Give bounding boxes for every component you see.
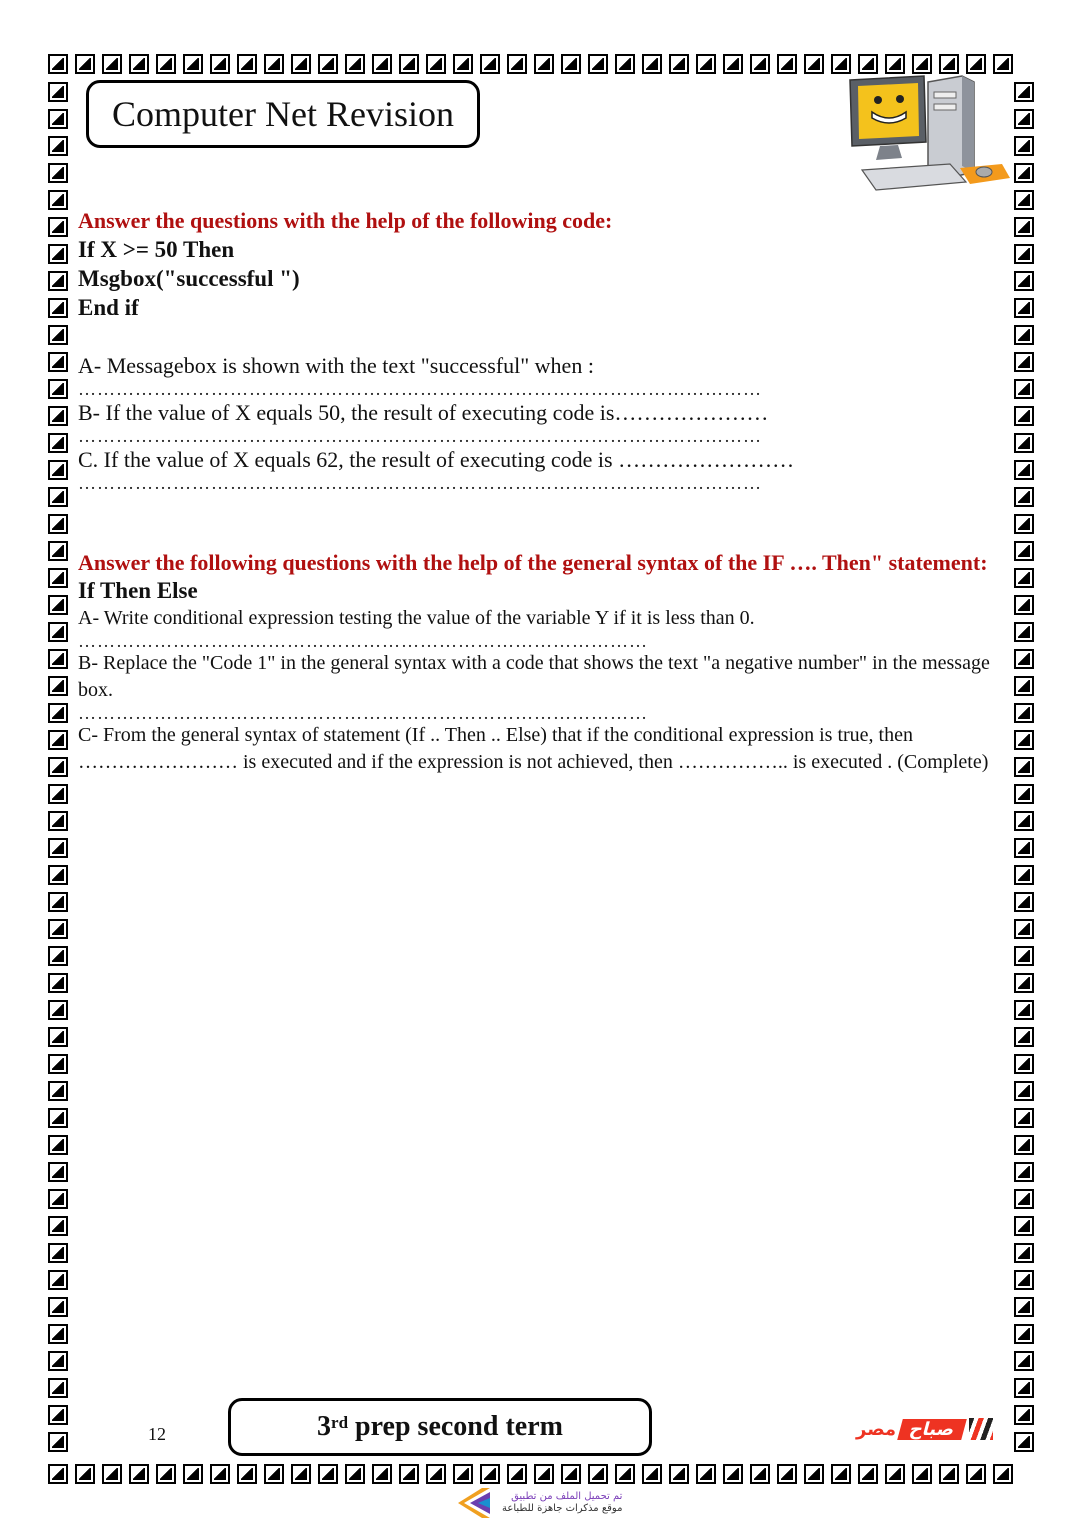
section2-heading: Answer the following questions with the help of the general syntax of the IF …. Then" statement:: [78, 550, 988, 575]
border-square-icon: [48, 1405, 68, 1425]
border-square-icon: [1014, 1135, 1034, 1155]
border-square-icon: [102, 1464, 122, 1484]
border-square-icon: [399, 54, 419, 74]
border-left: [48, 82, 68, 1452]
border-square-icon: [48, 1000, 68, 1020]
border-square-icon: [48, 190, 68, 210]
worksheet-content: [78, 206, 998, 776]
border-square-icon: [723, 54, 743, 74]
border-square-icon: [1014, 379, 1034, 399]
border-square-icon: [237, 54, 257, 74]
border-square-icon: [1014, 1270, 1034, 1290]
border-square-icon: [48, 217, 68, 237]
border-square-icon: [48, 379, 68, 399]
border-square-icon: [48, 676, 68, 696]
border-square-icon: [1014, 595, 1034, 615]
logo-stripes-icon: [969, 1418, 993, 1440]
border-square-icon: [102, 54, 122, 74]
question-1a: A- Messagebox is shown with the text "successful" when :: [78, 353, 594, 378]
border-square-icon: [237, 1464, 257, 1484]
border-square-icon: [48, 1054, 68, 1074]
border-square-icon: [912, 1464, 932, 1484]
border-square-icon: [264, 54, 284, 74]
border-square-icon: [1014, 433, 1034, 453]
border-square-icon: [1014, 838, 1034, 858]
border-square-icon: [615, 1464, 635, 1484]
border-square-icon: [1014, 784, 1034, 804]
term-text: prep second term: [348, 1411, 563, 1442]
border-square-icon: [885, 1464, 905, 1484]
border-square-icon: [48, 649, 68, 669]
border-square-icon: [291, 1464, 311, 1484]
answer-line: ………………………………………………………………………………………………: [78, 426, 762, 446]
watermark-line-1: تم تحميل الملف من تطبيق: [511, 1491, 623, 1502]
border-square-icon: [48, 163, 68, 183]
border-square-icon: [48, 298, 68, 318]
term-ordinal: 3: [317, 1411, 332, 1442]
question-1c: C. If the value of X equals 62, the result of executing code is ……………………: [78, 447, 795, 472]
border-square-icon: [129, 1464, 149, 1484]
border-square-icon: [210, 1464, 230, 1484]
term-label: [228, 1398, 652, 1456]
border-square-icon: [48, 595, 68, 615]
border-square-icon: [939, 1464, 959, 1484]
border-square-icon: [48, 811, 68, 831]
border-square-icon: [48, 568, 68, 588]
border-square-icon: [1014, 1216, 1034, 1236]
border-square-icon: [48, 892, 68, 912]
border-square-icon: [48, 946, 68, 966]
answer-line: ………………………………………………………………………………: [78, 631, 648, 651]
border-square-icon: [804, 54, 824, 74]
border-square-icon: [210, 54, 230, 74]
border-square-icon: [1014, 811, 1034, 831]
border-square-icon: [156, 1464, 176, 1484]
border-square-icon: [1014, 892, 1034, 912]
border-square-icon: [1014, 487, 1034, 507]
border-square-icon: [1014, 271, 1034, 291]
border-square-icon: [588, 1464, 608, 1484]
border-square-icon: [48, 1297, 68, 1317]
border-square-icon: [1014, 1405, 1034, 1425]
border-square-icon: [48, 1162, 68, 1182]
border-square-icon: [1014, 1432, 1034, 1452]
border-square-icon: [48, 1324, 68, 1344]
border-square-icon: [912, 54, 932, 74]
border-square-icon: [1014, 676, 1034, 696]
border-square-icon: [48, 1081, 68, 1101]
border-square-icon: [291, 54, 311, 74]
border-square-icon: [858, 1464, 878, 1484]
term-suffix: rd: [331, 1413, 349, 1432]
border-square-icon: [1014, 514, 1034, 534]
border-square-icon: [48, 460, 68, 480]
page-title: [86, 80, 480, 148]
page-number: 12: [148, 1424, 166, 1444]
section1-heading: Answer the questions with the help of the following code:: [78, 208, 613, 233]
border-square-icon: [1014, 136, 1034, 156]
computer-illustration-icon: [842, 72, 1012, 202]
border-square-icon: [831, 54, 851, 74]
border-square-icon: [48, 352, 68, 372]
border-square-icon: [507, 54, 527, 74]
border-square-icon: [48, 1270, 68, 1290]
border-square-icon: [1014, 541, 1034, 561]
border-square-icon: [453, 1464, 473, 1484]
border-square-icon: [1014, 352, 1034, 372]
border-square-icon: [48, 54, 68, 74]
border-square-icon: [615, 54, 635, 74]
question-2a: A- Write conditional expression testing the value of the variable Y if it is less than 0.: [78, 607, 755, 629]
border-square-icon: [48, 973, 68, 993]
border-square-icon: [966, 1464, 986, 1484]
border-square-icon: [48, 406, 68, 426]
border-square-icon: [1014, 82, 1034, 102]
border-square-icon: [48, 1351, 68, 1371]
border-square-icon: [669, 1464, 689, 1484]
answer-line: ………………………………………………………………………………………………: [78, 473, 762, 493]
border-square-icon: [1014, 109, 1034, 129]
border-square-icon: [183, 1464, 203, 1484]
border-square-icon: [1014, 730, 1034, 750]
border-square-icon: [48, 1135, 68, 1155]
border-square-icon: [129, 54, 149, 74]
border-square-icon: [1014, 1081, 1034, 1101]
border-square-icon: [48, 622, 68, 642]
border-square-icon: [345, 54, 365, 74]
border-square-icon: [183, 54, 203, 74]
border-square-icon: [1014, 703, 1034, 723]
border-square-icon: [48, 136, 68, 156]
border-square-icon: [696, 1464, 716, 1484]
border-square-icon: [1014, 919, 1034, 939]
border-square-icon: [723, 1464, 743, 1484]
border-square-icon: [1014, 1027, 1034, 1047]
border-square-icon: [1014, 649, 1034, 669]
border-square-icon: [642, 1464, 662, 1484]
border-square-icon: [48, 838, 68, 858]
border-square-icon: [1014, 217, 1034, 237]
border-square-icon: [750, 54, 770, 74]
logo-word-masr: مصر: [856, 1418, 897, 1440]
border-square-icon: [1014, 190, 1034, 210]
border-square-icon: [993, 1464, 1013, 1484]
answer-line: ………………………………………………………………………………: [78, 703, 648, 723]
border-square-icon: [1014, 1162, 1034, 1182]
border-square-icon: [48, 487, 68, 507]
border-square-icon: [48, 730, 68, 750]
border-square-icon: [966, 54, 986, 74]
question-2c: C- From the general syntax of statement (If .. Then .. Else) that if the conditional expression is true, then …………………… is executed and if the expression is not achieved, then …………….. is executed . (Complete): [78, 724, 989, 773]
border-square-icon: [1014, 946, 1034, 966]
border-square-icon: [372, 1464, 392, 1484]
border-square-icon: [1014, 568, 1034, 588]
border-square-icon: [318, 54, 338, 74]
border-square-icon: [399, 1464, 419, 1484]
border-square-icon: [48, 514, 68, 534]
border-square-icon: [48, 244, 68, 264]
watermark-line-2: موقع مذكرات جاهزة للطباعة: [502, 1503, 623, 1514]
border-square-icon: [345, 1464, 365, 1484]
border-square-icon: [48, 433, 68, 453]
border-square-icon: [939, 54, 959, 74]
border-square-icon: [48, 1108, 68, 1128]
border-square-icon: [831, 1464, 851, 1484]
border-square-icon: [1014, 460, 1034, 480]
code-line-2: Msgbox("successful "): [78, 266, 300, 291]
border-square-icon: [1014, 1000, 1034, 1020]
border-square-icon: [993, 54, 1013, 74]
border-square-icon: [48, 919, 68, 939]
border-square-icon: [534, 54, 554, 74]
border-square-icon: [1014, 1054, 1034, 1074]
border-square-icon: [1014, 298, 1034, 318]
question-1b: B- If the value of X equals 50, the result of executing code is…………………: [78, 400, 769, 425]
border-square-icon: [1014, 163, 1034, 183]
border-square-icon: [426, 54, 446, 74]
border-square-icon: [1014, 973, 1034, 993]
page-title-text: Computer Net Revision: [112, 94, 454, 134]
border-square-icon: [777, 1464, 797, 1484]
border-square-icon: [318, 1464, 338, 1484]
border-square-icon: [156, 54, 176, 74]
border-bottom: [48, 1464, 1013, 1486]
section2-subheading: If Then Else: [78, 578, 198, 603]
border-square-icon: [1014, 325, 1034, 345]
border-square-icon: [804, 1464, 824, 1484]
border-square-icon: [1014, 1297, 1034, 1317]
border-square-icon: [507, 1464, 527, 1484]
border-square-icon: [75, 54, 95, 74]
border-square-icon: [588, 54, 608, 74]
border-square-icon: [1014, 1351, 1034, 1371]
border-square-icon: [1014, 757, 1034, 777]
border-square-icon: [48, 541, 68, 561]
question-2b: B- Replace the "Code 1" in the general syntax with a code that shows the text "a negative number" in the message box.: [78, 652, 990, 701]
watermark: [456, 1486, 622, 1520]
border-square-icon: [75, 1464, 95, 1484]
border-square-icon: [480, 1464, 500, 1484]
border-square-icon: [1014, 1378, 1034, 1398]
border-square-icon: [1014, 406, 1034, 426]
border-square-icon: [48, 1378, 68, 1398]
border-square-icon: [48, 1243, 68, 1263]
border-square-icon: [1014, 622, 1034, 642]
border-square-icon: [1014, 1108, 1034, 1128]
border-square-icon: [48, 784, 68, 804]
border-square-icon: [1014, 865, 1034, 885]
border-square-icon: [561, 1464, 581, 1484]
border-square-icon: [777, 54, 797, 74]
answer-line: ………………………………………………………………………………………………: [78, 379, 762, 399]
border-square-icon: [642, 54, 662, 74]
border-square-icon: [264, 1464, 284, 1484]
border-square-icon: [696, 54, 716, 74]
border-square-icon: [48, 865, 68, 885]
border-square-icon: [885, 54, 905, 74]
border-square-icon: [561, 54, 581, 74]
border-square-icon: [48, 1189, 68, 1209]
border-square-icon: [48, 703, 68, 723]
border-square-icon: [534, 1464, 554, 1484]
border-square-icon: [453, 54, 473, 74]
publisher-logo: [856, 1412, 993, 1446]
border-square-icon: [48, 271, 68, 291]
border-square-icon: [48, 82, 68, 102]
border-square-icon: [750, 1464, 770, 1484]
border-square-icon: [48, 109, 68, 129]
border-square-icon: [480, 54, 500, 74]
border-square-icon: [48, 1432, 68, 1452]
border-square-icon: [48, 325, 68, 345]
code-line-3: End if: [78, 295, 139, 320]
border-square-icon: [669, 54, 689, 74]
code-line-1: If X >= 50 Then: [78, 237, 235, 262]
border-square-icon: [858, 54, 878, 74]
chevron-logo-icon: [456, 1486, 496, 1520]
border-square-icon: [48, 1464, 68, 1484]
logo-word-sabah: صباح: [897, 1419, 967, 1440]
border-square-icon: [1014, 1243, 1034, 1263]
border-right: [1014, 82, 1034, 1452]
border-square-icon: [372, 54, 392, 74]
border-square-icon: [48, 757, 68, 777]
border-square-icon: [426, 1464, 446, 1484]
border-square-icon: [1014, 1189, 1034, 1209]
border-square-icon: [1014, 244, 1034, 264]
border-square-icon: [1014, 1324, 1034, 1344]
border-square-icon: [48, 1027, 68, 1047]
border-square-icon: [48, 1216, 68, 1236]
